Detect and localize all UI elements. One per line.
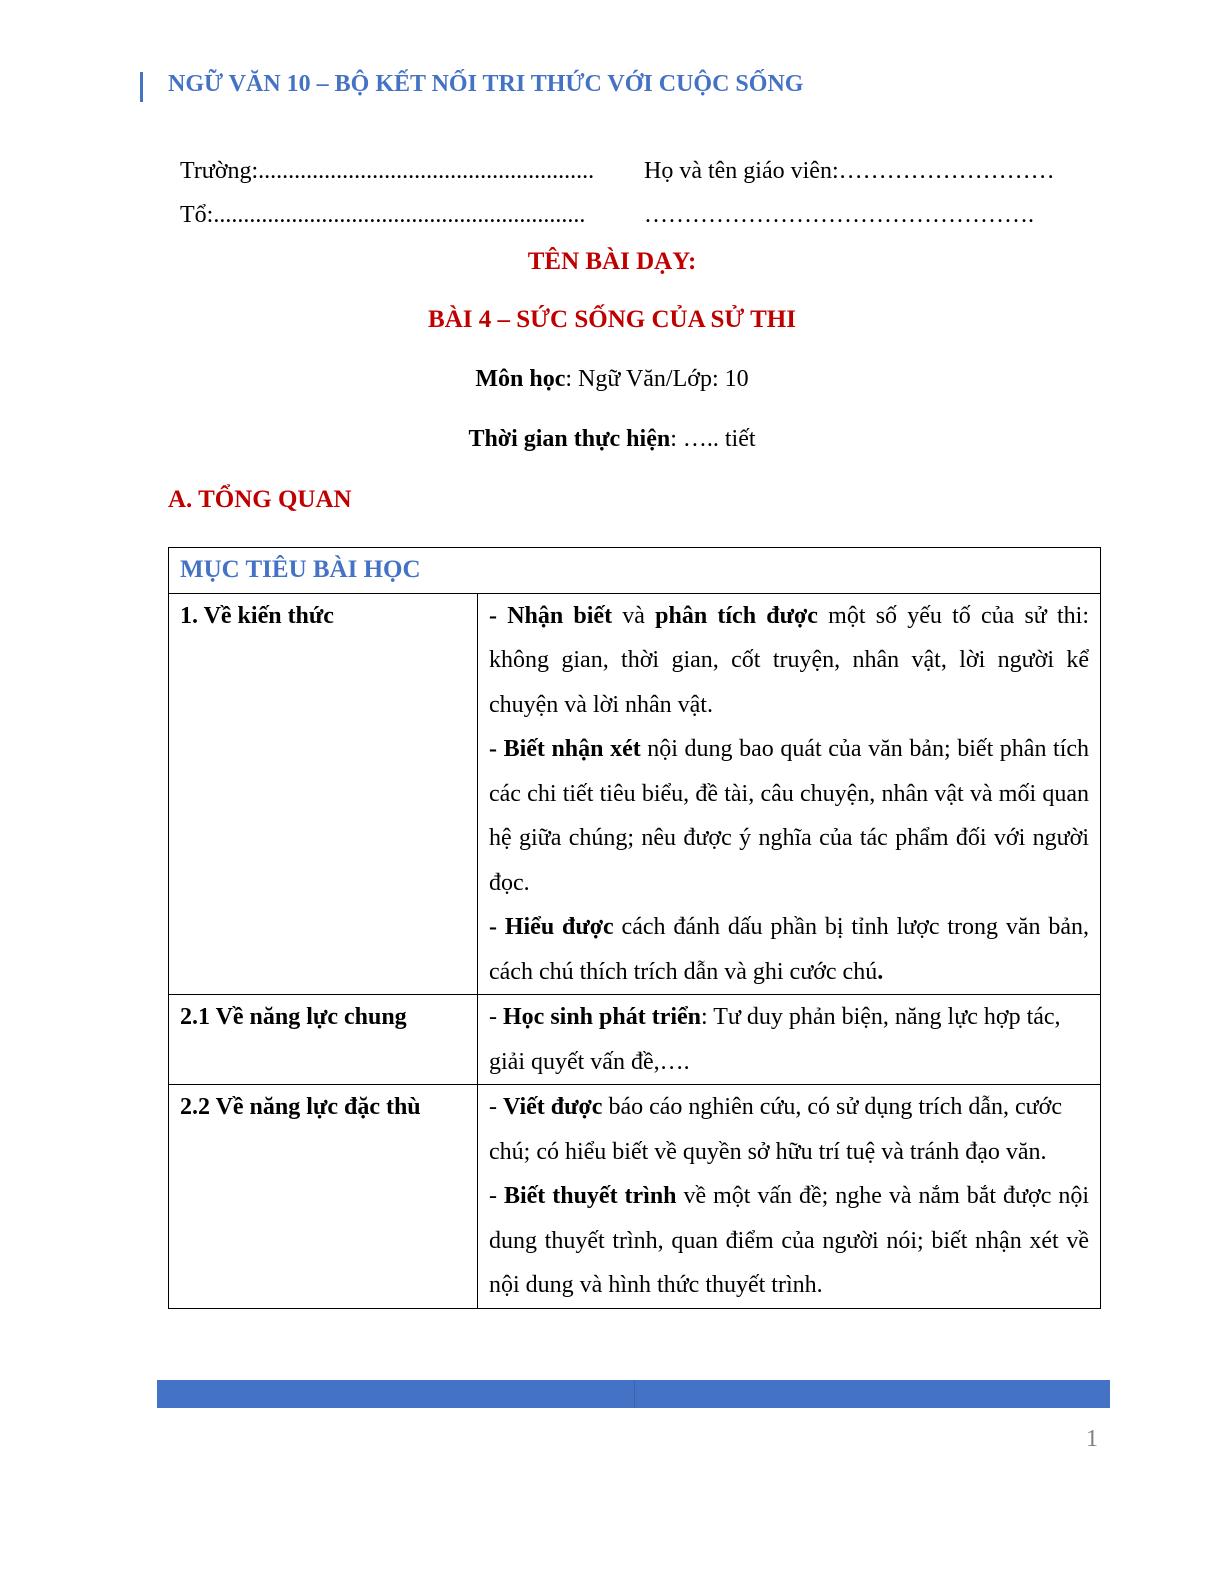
knowledge-p1-bold-1: - Nhận biết <box>489 602 613 629</box>
group-line: Tổ:.............................................................. <box>180 202 586 228</box>
knowledge-p3-text: cách đánh dấu phần bị tỉnh lược trong văn bản, cách chú thích trích dẫn và ghi cước chú <box>489 914 1090 985</box>
knowledge-p1-text-1: và <box>612 602 656 629</box>
lesson-heading: TÊN BÀI DẠY: <box>527 248 697 275</box>
time-value: : ….. tiết <box>670 426 756 452</box>
general-competence-content <box>478 995 1101 1085</box>
specific-p2-text: về một vấn đề; nghe và nắm bắt được nội dung thuyết trình, quan điểm của người nói; biết nhận xét về nội dung và hình thức thuyết trình. <box>489 1183 1090 1298</box>
footer-band-divider <box>634 1380 635 1408</box>
specific-point-1 <box>489 1085 1089 1174</box>
knowledge-point-1 <box>489 594 1089 728</box>
knowledge-p3-bold: - Hiểu được <box>489 914 614 940</box>
specific-p1-prefix: - <box>489 1094 503 1120</box>
knowledge-content <box>478 593 1101 995</box>
knowledge-point-3 <box>489 905 1089 994</box>
specific-point-2 <box>489 1174 1089 1308</box>
knowledge-p2-text: nội dung bao quát của văn bản; biết phân tích các chi tiết tiêu biểu, đề tài, câu chuyện, nhân vật và mối quan hệ giữa chúng; nêu được ý nghĩa của tác phẩm đối với người đọc. <box>489 736 1090 896</box>
time-label: Thời gian thực hiện <box>468 426 671 452</box>
specific-competence-label: 2.2 Về năng lực đặc thù <box>169 1085 478 1309</box>
header-title: NGỮ VĂN 10 – BỘ KẾT NỐI TRI THỨC VỚI CUỘC SỐNG <box>168 71 804 97</box>
knowledge-p1-text-2: một số yếu tố của sử thi: không gian, thời gian, cốt truyện, nhân vật, lời người kể chuyện và lời nhân vật. <box>489 602 1090 718</box>
specific-p2-bold: Biết thuyết trình <box>503 1183 677 1209</box>
footer-band <box>157 1380 1110 1408</box>
section-a-title: A. TỔNG QUAN <box>168 486 352 513</box>
teacher-name-line: Họ và tên giáo viên:……………………… <box>644 158 1055 184</box>
general-competence-row <box>169 995 1101 1085</box>
specific-competence-row <box>169 1085 1101 1309</box>
general-competence-label: 2.1 Về năng lực chung <box>169 995 478 1085</box>
objectives-heading-row <box>169 548 1101 594</box>
specific-competence-content <box>478 1085 1101 1309</box>
specific-p1-text: báo cáo nghiên cứu, có sử dụng trích dẫn, cước chú; có hiểu biết về quyền sở hữu trí tuệ và tránh đạo văn. <box>489 1094 1063 1165</box>
objectives-table <box>168 547 1101 1309</box>
lesson-name: BÀI 4 – SỨC SỐNG CỦA SỬ THI <box>428 306 796 333</box>
time-line <box>0 426 1224 453</box>
knowledge-p3-end: . <box>877 958 884 985</box>
knowledge-p1-bold-2: phân tích được <box>655 602 818 629</box>
general-text: : Tư duy phản biện, năng lực hợp tác, giải quyết vấn đề,…. <box>489 1004 1061 1075</box>
specific-p1-bold: Viết được <box>503 1094 603 1120</box>
knowledge-point-2 <box>489 727 1089 905</box>
general-bold: Học sinh phát triển <box>503 1004 702 1030</box>
objectives-heading: MỤC TIÊU BÀI HỌC <box>169 548 1101 594</box>
specific-p2-prefix: - <box>489 1183 504 1209</box>
subject-label: Môn học <box>475 366 566 392</box>
knowledge-row <box>169 593 1101 995</box>
header-accent-bar <box>140 72 143 102</box>
teacher-name-continuation: …………………………………………. <box>644 202 1034 228</box>
knowledge-p2-bold: - Biết nhận xét <box>489 736 641 762</box>
knowledge-label: 1. Về kiến thức <box>169 593 478 995</box>
school-line: Trường:........................................................ <box>180 158 595 184</box>
subject-value: : Ngữ Văn/Lớp: 10 <box>565 366 749 392</box>
subject-line <box>0 366 1224 393</box>
general-prefix: - <box>489 1004 503 1030</box>
page-number: 1 <box>1086 1426 1098 1452</box>
